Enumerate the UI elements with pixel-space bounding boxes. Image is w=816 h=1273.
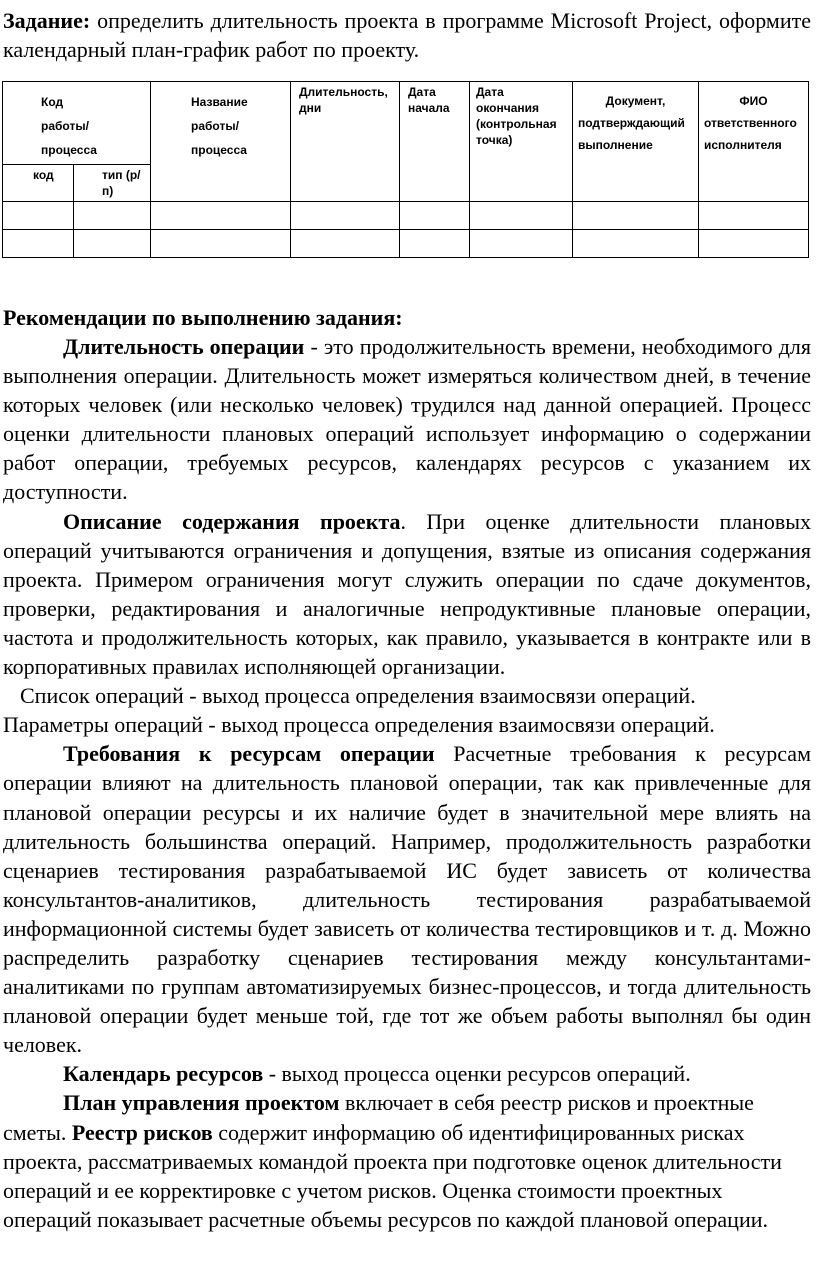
table-cell[interactable] xyxy=(400,202,470,230)
term-duration: Длительность операции xyxy=(63,334,305,359)
paragraph-text: - это продолжительность времени, необходимого для выполнения операции. Длительность может измеряться количеством дней, в течение которых человек (или несколько человек) трудился над данной операцией. Процесс оценки длительности плановых операций использует информацию о содержании работ операции, требуемых ресурсов, календарях ресурсов с указанием их доступности. xyxy=(3,334,811,505)
paragraph-resource-calendar xyxy=(3,1059,811,1088)
header-start-cell: Дата начала xyxy=(400,82,470,202)
table-cell[interactable] xyxy=(573,202,699,230)
paragraph-text: включает в себя реестр рисков и проектные сметы. xyxy=(3,1090,754,1145)
table-cell[interactable] xyxy=(400,230,470,258)
header-fio-cell xyxy=(699,82,809,202)
header-document-line: подтверждающий выполнение xyxy=(578,116,685,152)
table-cell[interactable] xyxy=(470,202,573,230)
table-row xyxy=(3,202,809,230)
task-text: определить длительность проекта в программе Microsoft Project, оформите календарный план-график работ по проекту. xyxy=(3,8,811,62)
header-code-line: Код xyxy=(41,95,64,109)
header-name-line: работы/ xyxy=(191,119,239,133)
header-document-line: Документ, xyxy=(605,94,666,108)
task-label: Задание: xyxy=(3,8,91,33)
table-header-row xyxy=(3,82,809,165)
paragraph-duration xyxy=(3,332,811,507)
header-code-line: работы/ xyxy=(41,119,89,133)
term-resource-calendar: Календарь ресурсов xyxy=(63,1061,264,1087)
header-name-line: процесса xyxy=(191,143,247,157)
table-cell[interactable] xyxy=(573,230,699,258)
recommendations-heading: Рекомендации по выполнению задания: xyxy=(3,305,403,330)
header-document-cell xyxy=(573,82,699,202)
schedule-table xyxy=(2,81,809,258)
table-cell[interactable] xyxy=(3,202,74,230)
header-duration-cell: Длительность, дни xyxy=(291,82,400,202)
table-cell[interactable] xyxy=(151,230,291,258)
term-resource-requirements: Требования к ресурсам операции xyxy=(63,741,435,767)
paragraph-resource-requirements xyxy=(3,739,811,1059)
header-end-cell: Дата окончания (контрольная точка) xyxy=(470,82,573,202)
paragraph-management-plan xyxy=(3,1088,811,1233)
term-scope: Описание содержания проекта xyxy=(63,508,401,534)
paragraph-text: . При оценке длительности плановых операций учитываются ограничения и допущения, взятые из описания содержания проекта. Примером ограничения могут служить операции по сдаче документов, проверки, редактирования и аналогичные непродуктивные плановые операции, частота и продолжительность которых, как правило, указывается в контракте или в корпоративных правилах исполняющей организации. xyxy=(3,508,811,680)
paragraph-text: содержит информацию об идентифицированных рисках проекта, рассматриваемых командой проекта при подготовке оценок длительности операций и ее корректировке с учетом рисков. Оценка стоимости проектных операций показывает расчетные объемы ресурсов по каждой плановой операции. xyxy=(3,1119,782,1232)
table-cell[interactable] xyxy=(291,230,400,258)
task-paragraph xyxy=(3,6,811,64)
header-code-line: процесса xyxy=(41,143,97,157)
table-row xyxy=(3,230,809,258)
table-cell[interactable] xyxy=(699,202,809,230)
paragraph-text: - выход процесса оценки ресурсов операций. xyxy=(263,1061,691,1087)
table-cell[interactable] xyxy=(3,230,74,258)
paragraph-scope xyxy=(3,507,811,682)
header-name-cell xyxy=(151,82,291,202)
table-cell[interactable] xyxy=(151,202,291,230)
header-fio-line: ответственного исполнителя xyxy=(704,116,797,152)
table-cell[interactable] xyxy=(291,202,400,230)
term-risk-register: Реестр рисков xyxy=(71,1119,213,1145)
header-fio-line: ФИО xyxy=(739,94,768,108)
term-management-plan: План управления проектом xyxy=(63,1090,340,1116)
paragraph-text: Расчетные требования к ресурсам операции влияют на длительность плановой операции, так как привлеченные для плановой операции ресурсы и их наличие будет в значительной мере влиять на длительность большинства операций. Например, продолжительность разработки сценариев тестирования разрабатываемой ИС будет зависеть от количества консультантов-аналитиков, длительность тестирования разрабатываемой информационной системы будет зависеть от количества тестировщиков и т. д. Можно распределить разработку сценариев тестирования между консультантами-аналитиками по группам автоматизируемых бизнес-процессов, и тогда длительность плановой операции будет меньше той, где тот же объем работы выполнял бы один человек. xyxy=(3,741,811,1058)
subheader-code-cell: код xyxy=(3,165,74,202)
table-cell[interactable] xyxy=(470,230,573,258)
header-code-cell xyxy=(3,82,151,165)
header-name-line: Название xyxy=(191,95,248,109)
table-cell[interactable] xyxy=(74,202,151,230)
subheader-type-cell: тип (р/п) xyxy=(74,165,151,202)
paragraph-activity-list: Список операций - выход процесса определения взаимосвязи операций. xyxy=(20,683,696,709)
paragraph-activity-params: Параметры операций - выход процесса определения взаимосвязи операций. xyxy=(3,712,715,738)
table-cell[interactable] xyxy=(74,230,151,258)
recommendations-section xyxy=(3,303,811,1234)
table-cell[interactable] xyxy=(699,230,809,258)
